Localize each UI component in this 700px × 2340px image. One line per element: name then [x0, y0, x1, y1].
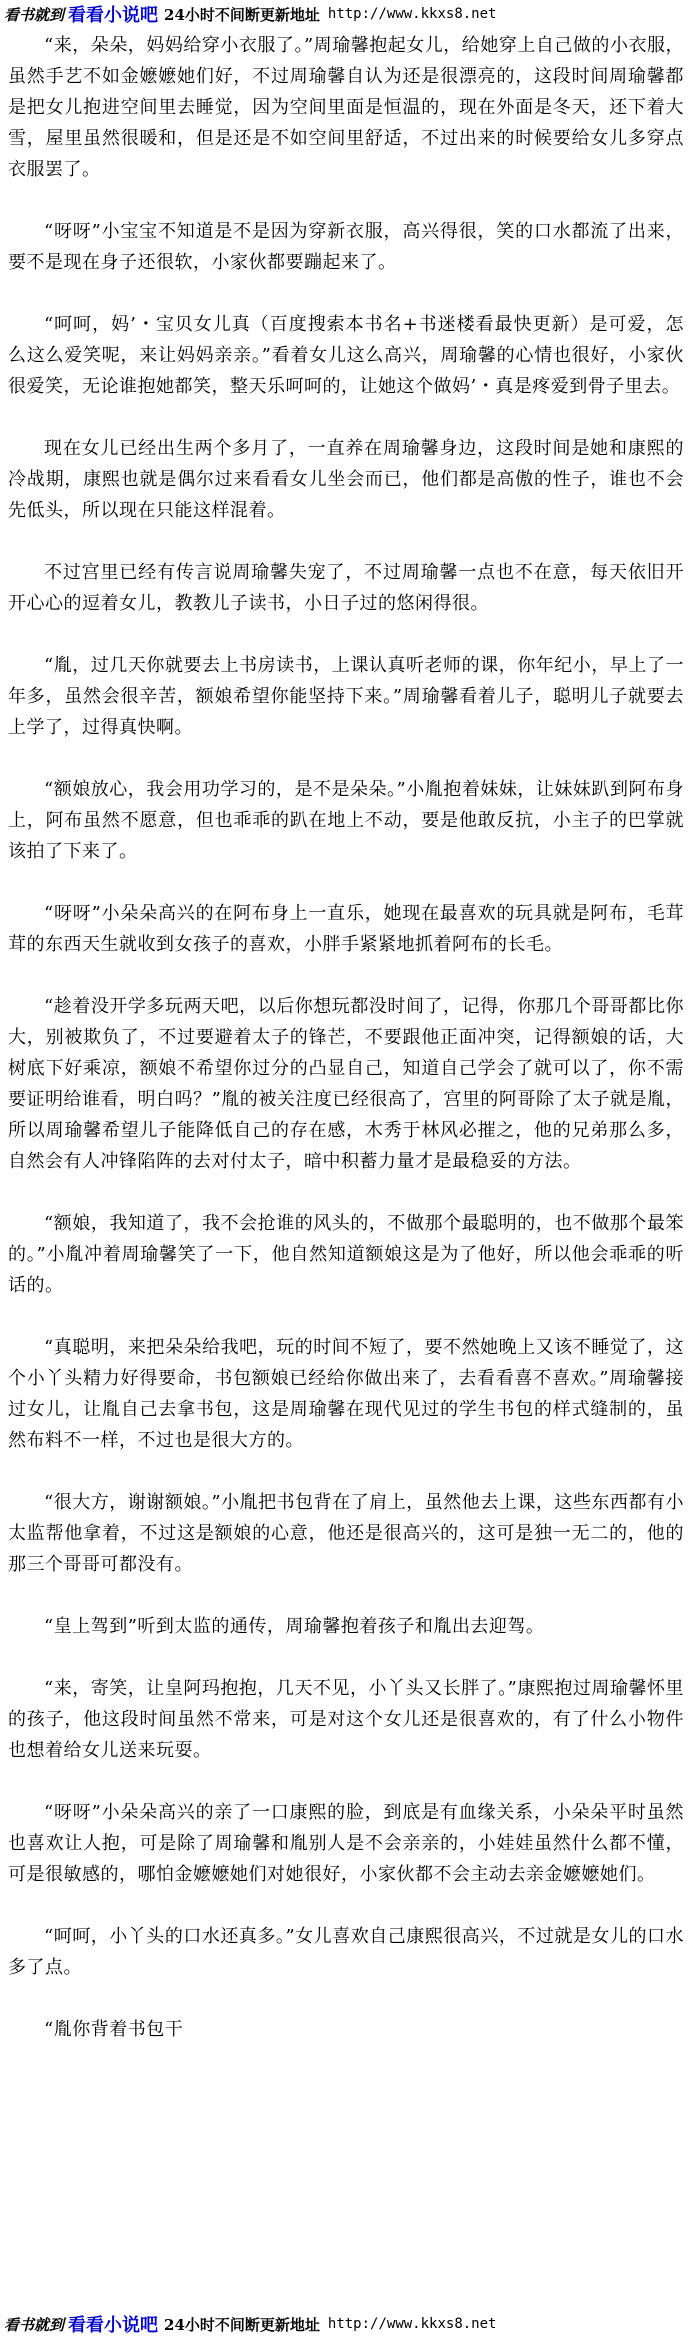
paragraph: “呵呵，妈’・宝贝女儿真（百度搜索本书名+书迷楼看最快更新）是可爱，怎么这么爱笑呢，来让妈妈亲亲。”看着女儿这么高兴，周瑜馨的心情也很好，小家伙很爱笑，无论谁抱她都笑，整天乐呵呵的，让她这个做妈’・真是疼爱到骨子里去。 [8, 314, 684, 397]
banner-url-link[interactable]: http://www.kkxs8.net [327, 2316, 497, 2332]
banner-lead-text: 看书就到 [4, 2315, 65, 2334]
paragraph: “胤你背着书包干 [44, 2019, 184, 2040]
paragraph: “呀呀”小朵朵高兴的在阿布身上一直乐，她现在最喜欢的玩具就是阿布，毛茸茸的东西天生就收到女孩子的喜欢，小胖手紧紧地抓着阿布的长毛。 [8, 903, 684, 955]
banner-tagline: 24小时不间断更新地址 [164, 2315, 320, 2334]
paragraph: “很大方，谢谢额娘。”小胤把书包背在了肩上，虽然他去上课，这些东西都有小太监帮他拿着，不过这是额娘的心意，他还是很高兴的，这可是独一无二的，他的那三个哥哥可都没有。 [8, 1492, 684, 1575]
chapter-text [8, 30, 684, 2045]
banner-tagline: 24小时不间断更新地址 [164, 5, 320, 24]
site-name-link[interactable]: 看看小说吧 [68, 2315, 159, 2336]
paragraph: “真聪明，来把朵朵给我吧，玩的时间不短了，要不然她晚上又该不睡觉了，这个小丫头精力好得要命，书包额娘已经给你做出来了，去看看喜不喜欢。”周瑜馨接过女儿，让胤自己去拿书包，这是周瑜馨在现代见过的学生书包的样式缝制的，虽然布料不一样，不过也是很大方的。 [8, 1337, 684, 1451]
banner-lead-text: 看书就到 [4, 5, 65, 24]
paragraph: 现在女儿已经出生两个多月了，一直养在周瑜馨身边，这段时间是她和康熙的冷战期，康熙也就是偶尔过来看看女儿坐会而已，他们都是高傲的性子，谁也不会先低头，所以现在只能这样混着。 [8, 438, 684, 521]
paragraph: “皇上驾到”听到太监的通传，周瑜馨抱着孩子和胤出去迎驾。 [44, 1616, 545, 1637]
paragraph: “来，寄笑，让皇阿玛抱抱，几天不见，小丫头又长胖了。”康熙抱过周瑜馨怀里的孩子，他这段时间虽然不常来，可是对这个女儿还是很喜欢的，有了什么小物件也想着给女儿送来玩耍。 [8, 1678, 684, 1761]
paragraph: 不过宫里已经有传言说周瑜馨失宠了，不过周瑜馨一点也不在意，每天依旧开开心心的逗着女儿，教教儿子读书，小日子过的悠闲得很。 [8, 562, 684, 614]
paragraph: “呀呀”小宝宝不知道是不是因为穿新衣服，高兴得很，笑的口水都流了出来，要不是现在身子还很软，小家伙都要蹦起来了。 [8, 221, 684, 273]
top-banner [0, 0, 700, 28]
banner-url-link[interactable]: http://www.kkxs8.net [327, 6, 497, 22]
paragraph: “趁着没开学多玩两天吧，以后你想玩都没时间了，记得，你那几个哥哥都比你大，别被欺负了，不过要避着太子的锋芒，不要跟他正面冲突，记得额娘的话，大树底下好乘凉，额娘不希望你过分的凸显自己，知道自己学会了就可以了，你不需要证明给谁看，明白吗？”胤的被关注度已经很高了，宫里的阿哥除了太子就是胤，所以周瑜馨希望儿子能降低自己的存在感，木秀于林风必摧之，他的兄弟那么多，自然会有人冲锋陷阵的去对付太子，暗中积蓄力量才是最稳妥的方法。 [8, 996, 684, 1172]
bottom-banner [0, 2310, 700, 2338]
site-name-link[interactable]: 看看小说吧 [68, 5, 159, 26]
paragraph: “胤，过几天你就要去上书房读书，上课认真听老师的课，你年纪小，早上了一年多，虽然会很辛苦，额娘希望你能坚持下来。”周瑜馨看着儿子，聪明儿子就要去上学了，过得真快啊。 [8, 655, 684, 738]
paragraph: “呀呀”小朵朵高兴的亲了一口康熙的脸，到底是有血缘关系，小朵朵平时虽然也喜欢让人抱，可是除了周瑜馨和胤别人是不会亲亲的，小娃娃虽然什么都不懂，可是很敏感的，哪怕金嬷嬷她们对她很好，小家伙都不会主动去亲金嬷嬷她们。 [8, 1802, 684, 1885]
paragraph: “来，朵朵，妈妈给穿小衣服了。”周瑜馨抱起女儿，给她穿上自己做的小衣服，虽然手艺不如金嬷嬷她们好，不过周瑜馨自认为还是很漂亮的，这段时间周瑜馨都是把女儿抱进空间里去睡觉，因为空间里面是恒温的，现在外面是冬天，还下着大雪，屋里虽然很暖和，但是还是不如空间里舒适，不过出来的时候要给女儿多穿点衣服罢了。 [8, 35, 684, 180]
paragraph: “额娘放心，我会用功学习的，是不是朵朵。”小胤抱着妹妹，让妹妹趴到阿布身上，阿布虽然不愿意，但也乖乖的趴在地上不动，要是他敢反抗，小主子的巴掌就该拍了下来了。 [8, 779, 684, 862]
paragraph: “呵呵，小丫头的口水还真多。”女儿喜欢自己康熙很高兴，不过就是女儿的口水多了点。 [8, 1926, 684, 1978]
paragraph: “额娘，我知道了，我不会抢谁的风头的，不做那个最聪明的，也不做那个最笨的。”小胤冲着周瑜馨笑了一下，他自然知道额娘这是为了他好，所以他会乖乖的听话的。 [8, 1213, 684, 1296]
